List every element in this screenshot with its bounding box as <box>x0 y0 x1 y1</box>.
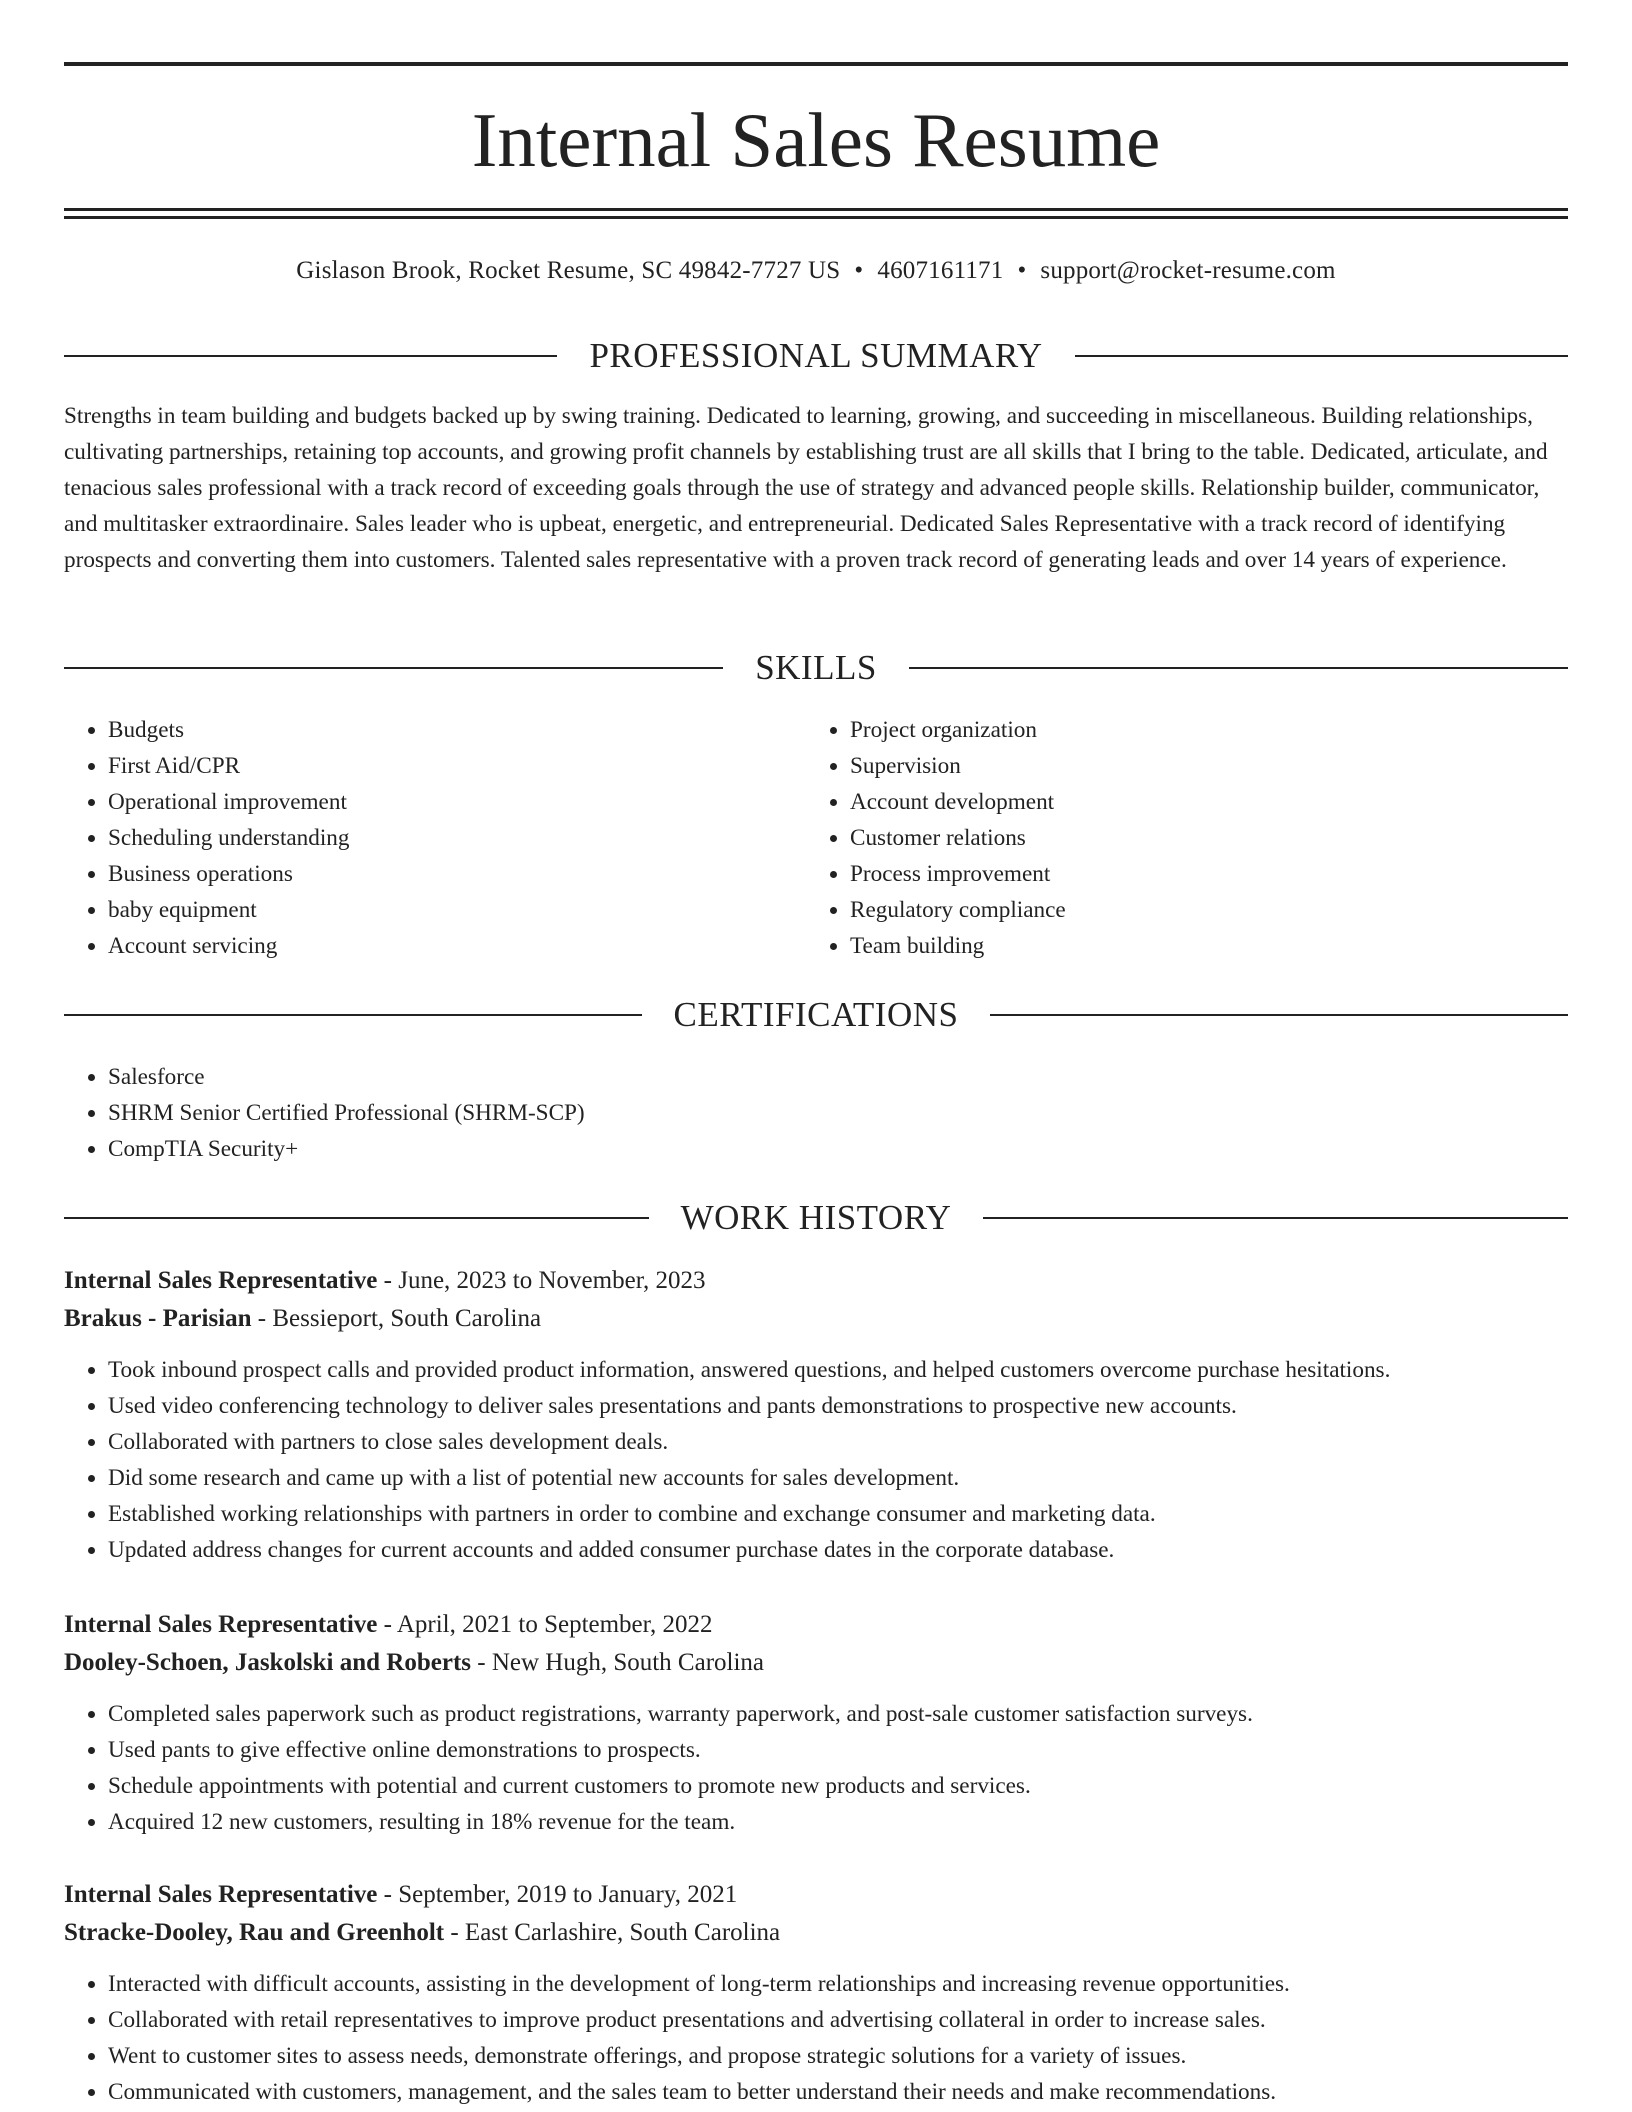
job-duty-item: • Completed sales paperwork such as product registrations, warranty paperwork, and post-sale customer satisfaction surveys. <box>108 1696 1568 1732</box>
contact-line <box>64 252 1568 290</box>
section-rule-left <box>64 355 557 357</box>
job-duty-item: • Acquired 12 new customers, resulting in 18% revenue for the team. <box>108 1804 1568 1840</box>
skill-item: • Customer relations <box>850 820 1546 856</box>
job-dates: - September, 2019 to January, 2021 <box>377 1881 738 1908</box>
skill-item: • Operational improvement <box>108 784 804 820</box>
section-title-certifications: CERTIFICATIONS <box>673 995 959 1034</box>
top-rule <box>64 62 1568 66</box>
job-duty-item: • Used pants to give effective online demonstrations to prospects. <box>108 1732 1568 1768</box>
job-entry <box>64 1606 1568 1840</box>
skill-item: • Account development <box>850 784 1546 820</box>
job-location: - East Carlashire, South Carolina <box>444 1919 781 1946</box>
title-rule-lower <box>64 216 1568 219</box>
skill-item: • Supervision <box>850 748 1546 784</box>
job-duty-item: • Established working relationships with partners in order to combine and exchange consumer and marketing data. <box>108 1496 1568 1532</box>
job-duty-item: • Went to customer sites to assess needs, demonstrate offerings, and propose strategic solutions for a variety of issues. <box>108 2038 1568 2074</box>
job-entry <box>64 1876 1568 2110</box>
contact-phone: 4607161171 <box>877 257 1004 284</box>
job-title: Internal Sales Representative <box>64 1267 378 1294</box>
contact-address: Gislason Brook, Rocket Resume, SC 49842-7727 US <box>296 257 841 284</box>
job-duty-item: • Used video conferencing technology to deliver sales presentations and pants demonstrations to prospective new accounts. <box>108 1388 1568 1424</box>
job-company-line <box>64 1914 1568 1952</box>
job-title-line <box>64 1876 1568 1914</box>
job-duties-list <box>64 1696 1568 1840</box>
skills-list-right <box>806 712 1546 964</box>
title-rule-upper <box>64 208 1568 211</box>
job-duty-item: • Interacted with difficult accounts, assisting in the development of long-term relationships and increasing revenue opportunities. <box>108 1966 1568 2002</box>
skill-item: • Budgets <box>108 712 804 748</box>
section-header-certifications <box>64 993 1568 1037</box>
skill-item: • Process improvement <box>850 856 1546 892</box>
job-duty-item: • Collaborated with retail representatives to improve product presentations and advertising collateral in order to increase sales. <box>108 2002 1568 2038</box>
certification-item: • Salesforce <box>108 1059 1568 1095</box>
skill-item: • First Aid/CPR <box>108 748 804 784</box>
section-title-work-history: WORK HISTORY <box>680 1198 952 1237</box>
skills-list-left <box>64 712 804 964</box>
section-header-skills <box>64 646 1568 690</box>
resume-title: Internal Sales Resume <box>471 97 1161 183</box>
job-duty-item: • Communicated with customers, management, and the sales team to better understand their needs and make recommendations. <box>108 2074 1568 2110</box>
job-entry <box>64 1262 1568 1568</box>
skill-item: • Team building <box>850 928 1546 964</box>
certification-item: • CompTIA Security+ <box>108 1131 1568 1167</box>
job-duty-item: • Collaborated with partners to close sales development deals. <box>108 1424 1568 1460</box>
contact-email: support@rocket-resume.com <box>1040 257 1336 284</box>
job-company-line <box>64 1644 1568 1682</box>
job-company: Brakus - Parisian <box>64 1305 252 1332</box>
job-company: Stracke-Dooley, Rau and Greenholt <box>64 1919 445 1946</box>
job-dates: - April, 2021 to September, 2022 <box>377 1611 713 1638</box>
job-duty-item: • Updated address changes for current accounts and added consumer purchase dates in the corporate database. <box>108 1532 1568 1568</box>
section-rule-right <box>983 1217 1568 1219</box>
skill-item: • Business operations <box>108 856 804 892</box>
job-duty-item: • Did some research and came up with a list of potential new accounts for sales development. <box>108 1460 1568 1496</box>
skill-item: • Regulatory compliance <box>850 892 1546 928</box>
job-company-line <box>64 1300 1568 1338</box>
job-duty-item: • Schedule appointments with potential and current customers to promote new products and services. <box>108 1768 1568 1804</box>
job-location: - New Hugh, South Carolina <box>471 1649 765 1676</box>
certifications-list <box>64 1059 1568 1167</box>
job-duties-list <box>64 1352 1568 1568</box>
section-rule-left <box>64 667 723 669</box>
skill-item: • baby equipment <box>108 892 804 928</box>
skill-item: • Project organization <box>850 712 1546 748</box>
section-header-summary <box>64 334 1568 378</box>
job-duty-item: • Took inbound prospect calls and provided product information, answered questions, and helped customers overcome purchase hesitations. <box>108 1352 1568 1388</box>
job-dates: - June, 2023 to November, 2023 <box>377 1267 706 1294</box>
job-title-line <box>64 1262 1568 1300</box>
section-rule-left <box>64 1014 642 1016</box>
job-company: Dooley-Schoen, Jaskolski and Roberts <box>64 1649 471 1676</box>
section-rule-left <box>64 1217 649 1219</box>
section-rule-right <box>1075 355 1568 357</box>
job-duties-list <box>64 1966 1568 2110</box>
job-title: Internal Sales Representative <box>64 1881 378 1908</box>
job-title-line <box>64 1606 1568 1644</box>
contact-separator: • <box>854 257 864 284</box>
certification-item: • SHRM Senior Certified Professional (SHRM-SCP) <box>108 1095 1568 1131</box>
summary-text: Strengths in team building and budgets backed up by swing training. Dedicated to learning, growing, and succeeding in miscellaneous. Building relationships, cultivating partnerships, retaining top accounts, and growing profit channels by establishing trust are all skills that I bring to the table. Dedicated, articulate, and tenacious sales professional with a track record of exceeding goals through the use of strategy and advanced people skills. Relationship builder, communicator, and multitasker extraordinaire. Sales leader who is upbeat, energetic, and entrepreneurial. Dedicated Sales Representative with a track record of identifying prospects and converting them into customers. Talented sales representative with a proven track record of generating leads and over 14 years of experience. <box>64 403 1548 573</box>
section-rule-right <box>909 667 1568 669</box>
skills-column-left <box>64 712 804 964</box>
skill-item: • Scheduling understanding <box>108 820 804 856</box>
section-title-summary: PROFESSIONAL SUMMARY <box>589 336 1043 375</box>
section-header-work-history <box>64 1196 1568 1240</box>
job-title: Internal Sales Representative <box>64 1611 378 1638</box>
skill-item: • Account servicing <box>108 928 804 964</box>
section-title-skills: SKILLS <box>755 648 877 687</box>
skills-column-right <box>806 712 1546 964</box>
section-rule-right <box>990 1014 1568 1016</box>
contact-separator: • <box>1017 257 1027 284</box>
certifications-block <box>64 1059 1568 1167</box>
job-location: - Bessieport, South Carolina <box>251 1305 542 1332</box>
